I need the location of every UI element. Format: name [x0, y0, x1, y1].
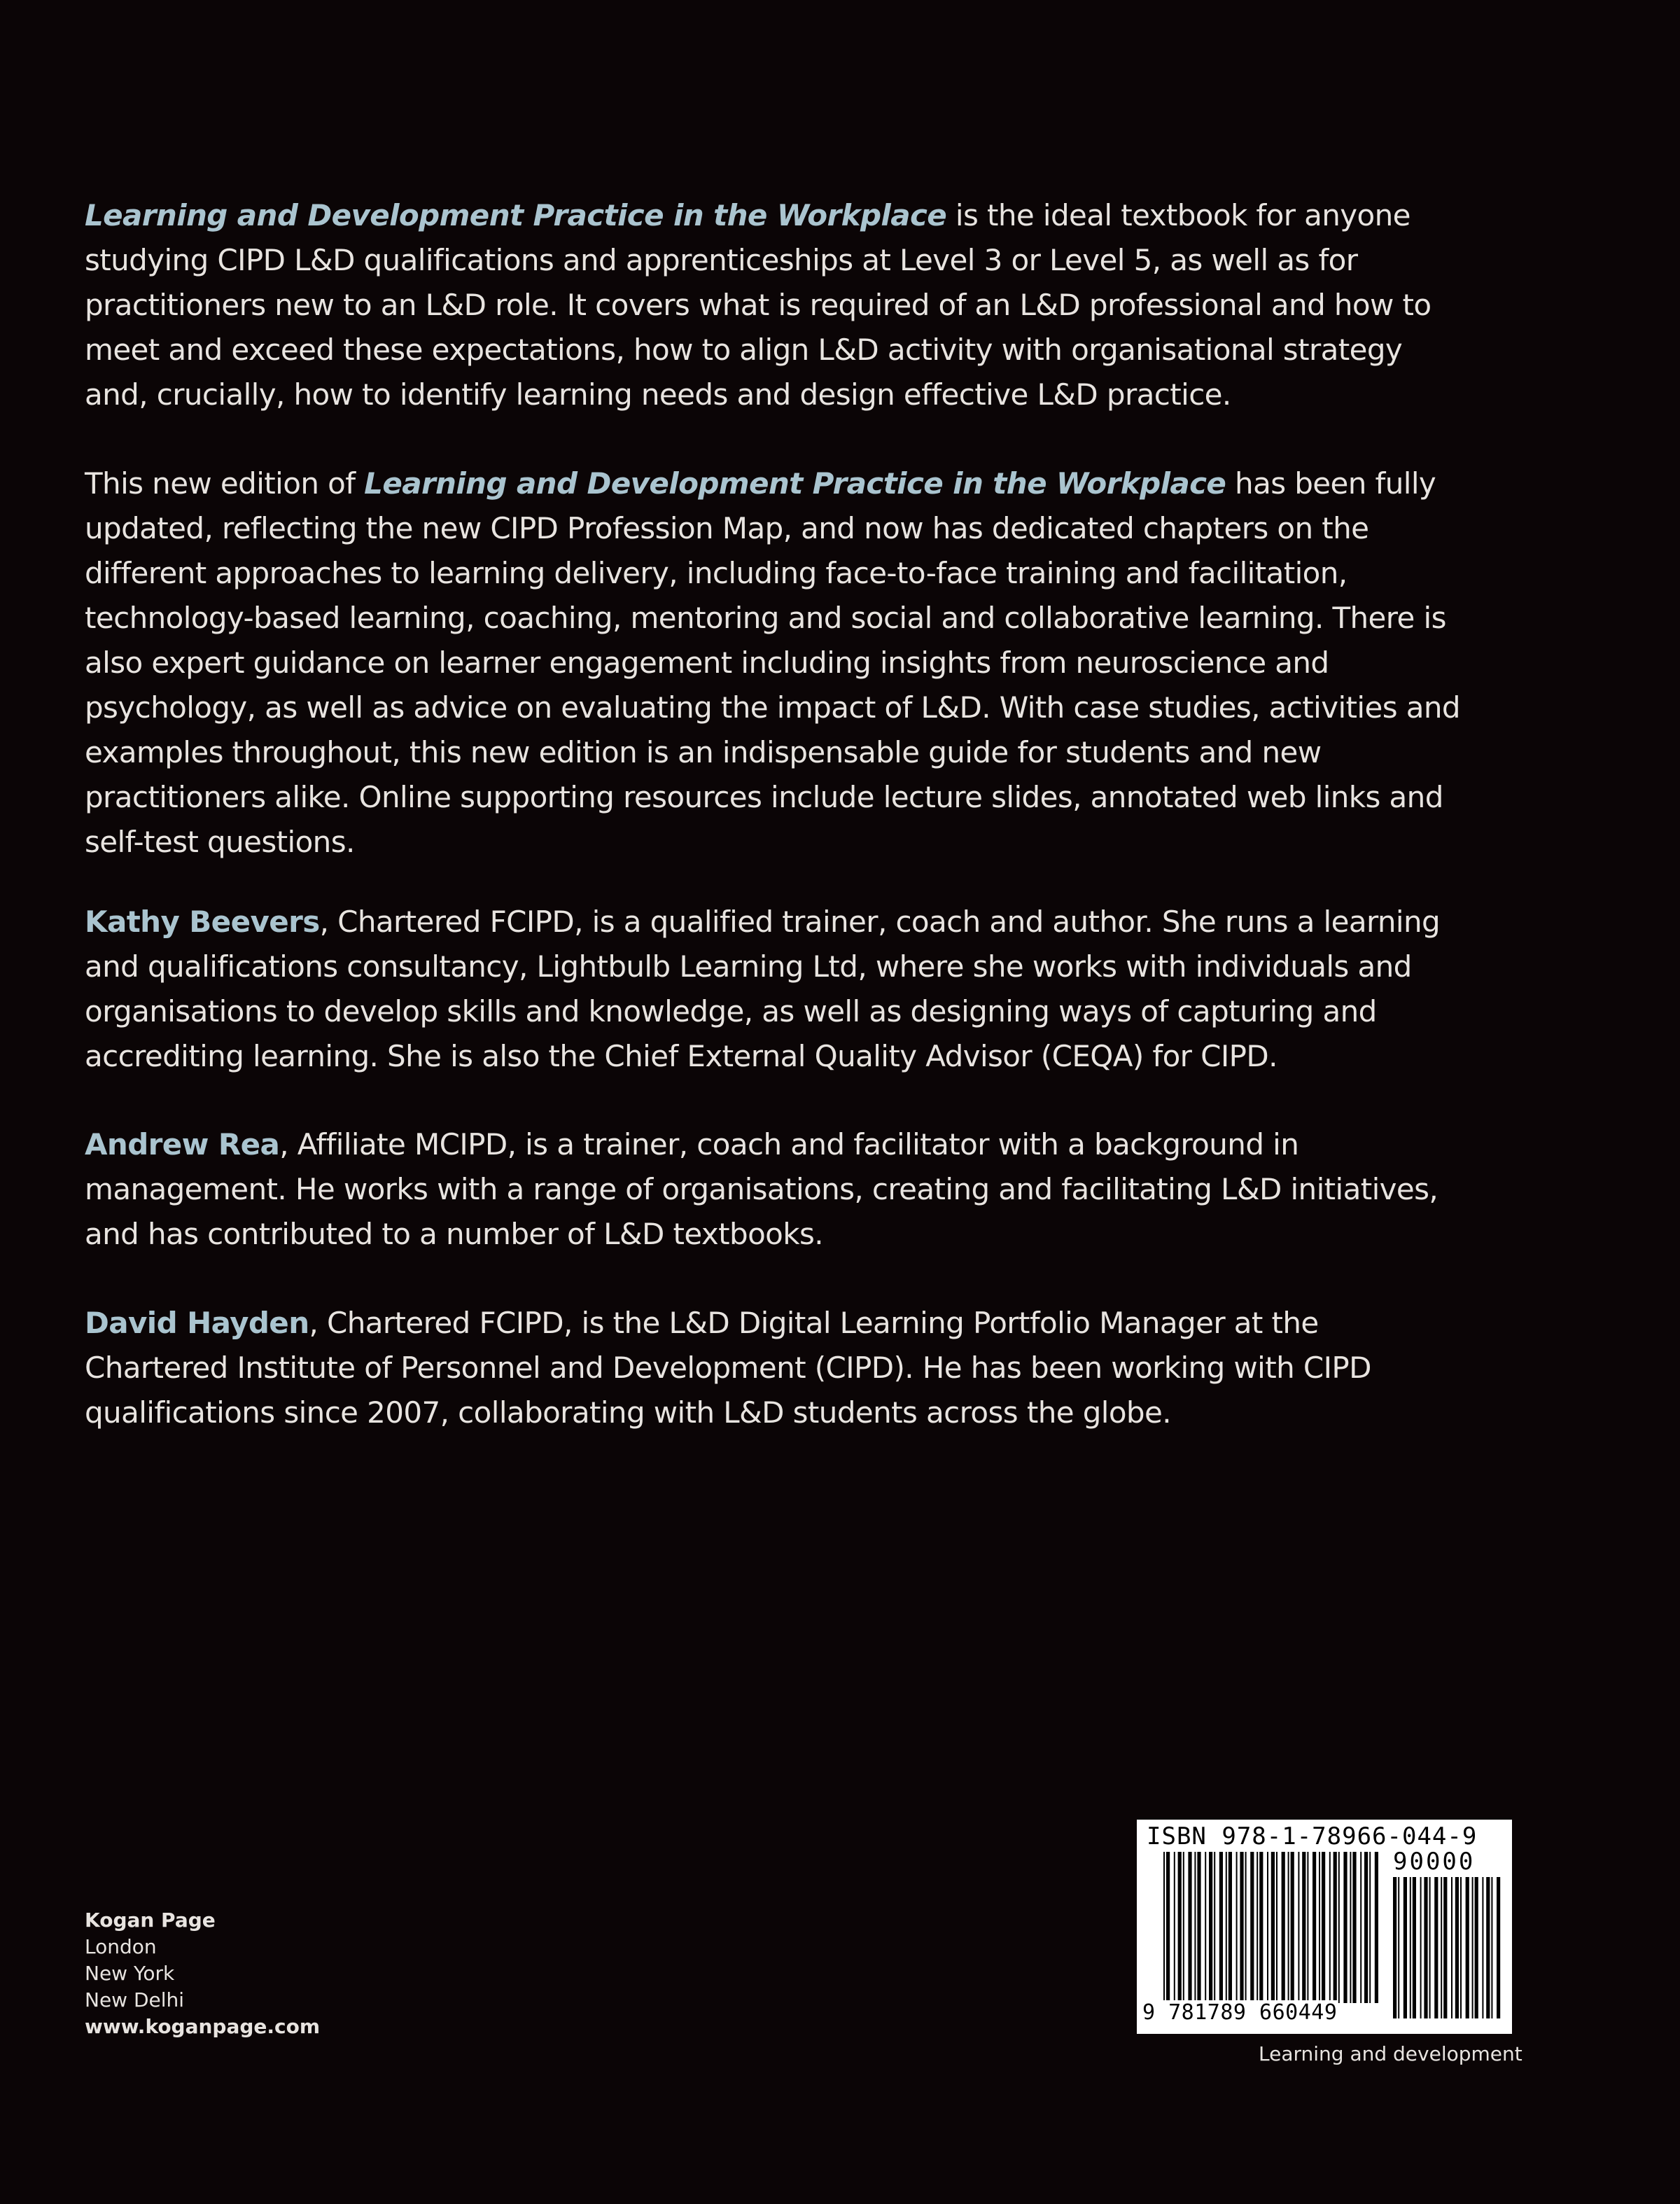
publisher-url: www.koganpage.com: [85, 2015, 321, 2038]
description-paragraph-intro: [85, 193, 1471, 417]
author-bio-text: , Chartered FCIPD, is a qualified trainer, coach and author. She runs a learning and qualifications consultancy, Lightbulb Learning Ltd, where she works with individuals and organisations to develop skills and knowledge, as well as designing ways of capturing and accrediting learning. She is also the Chief External Quality Advisor (CEQA) for CIPD.: [85, 905, 1441, 1073]
isbn-barcode: [1137, 1820, 1512, 2034]
barcode-digits: 9 781789 660449: [1142, 2000, 1338, 2025]
book-title-italic: Learning and Development Practice in the Workplace: [85, 198, 947, 232]
author-bio-text: , Affiliate MCIPD, is a trainer, coach and facilitator with a background in management. He works with a range of organisations, creating and facilitating L&D initiatives, and has contributed to a number of L&D textbooks.: [85, 1127, 1438, 1251]
price-code: 90000: [1393, 1848, 1476, 1876]
author-bio: [85, 1122, 1471, 1257]
author-name: Andrew Rea: [85, 1127, 280, 1162]
description-text: has been fully updated, reflecting the new CIPD Profession Map, and now has dedicated chapters on the different approaches to learning delivery, including face-to-face training and facilitation, technology-based learning, coaching, mentoring and social and collaborative learning. There is also expert guidance on learner engagement including insights from neuroscience and psychology, as well as advice on evaluating the impact of L&D. With case studies, activities and examples throughout, this new edition is an indispensable guide for students and new practitioners alike. Online supporting resources include lecture slides, annotated web links and self-test questions.: [85, 466, 1460, 859]
publisher-city: London: [85, 1935, 157, 1958]
author-bio: [85, 900, 1471, 1079]
description-lead: This new edition of: [85, 466, 365, 501]
publisher-block: [85, 1907, 320, 2040]
author-bio: [85, 1301, 1471, 1435]
description-text: is the ideal textbook for anyone studying CIPD L&D qualifications and apprenticeships at Level 3 or Level 5, as well as for practitioners new to an L&D role. It covers what is required of an L&D professional and how to meet and exceed these expectations, how to align L&D activity with organisational strategy and, crucially, how to identify learning needs and design effective L&D practice.: [85, 198, 1432, 412]
publisher-city: New York: [85, 1962, 175, 1985]
book-title-italic: Learning and Development Practice in the Workplace: [364, 466, 1226, 501]
description-paragraph-edition: [85, 461, 1471, 865]
author-bio-text: , Chartered FCIPD, is the L&D Digital Learning Portfolio Manager at the Chartered Institute of Personnel and Development (CIPD). He has been working with CIPD qualifications since 2007, collaborating with L&D students across the globe.: [85, 1306, 1371, 1430]
publisher-name: Kogan Page: [85, 1909, 216, 1932]
author-name: David Hayden: [85, 1306, 309, 1340]
publisher-city: New Delhi: [85, 1988, 185, 2011]
isbn-text: ISBN 978-1-78966-044-9: [1147, 1822, 1478, 1850]
author-name: Kathy Beevers: [85, 905, 320, 939]
category-label: Learning and development: [1259, 2042, 1522, 2065]
